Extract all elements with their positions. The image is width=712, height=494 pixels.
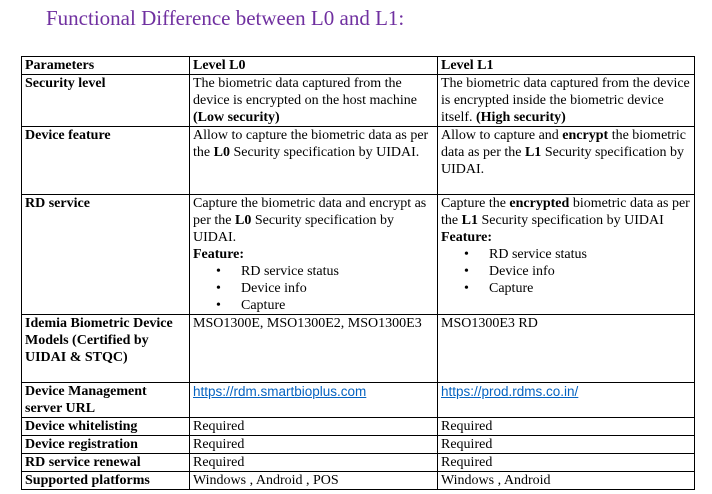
cell-text: Security specification by UIDAI. <box>441 145 684 177</box>
table-row-device-models <box>22 315 695 383</box>
cell-emphasis: L0 <box>213 145 230 160</box>
cell-l1 <box>438 75 695 127</box>
cell-emphasis: L1 <box>461 213 478 228</box>
cell-l0 <box>190 195 438 315</box>
row-label: RD service renewal <box>22 454 190 472</box>
row-label: Device whitelisting <box>22 418 190 436</box>
row-label: Supported platforms <box>22 472 190 490</box>
table-row-rd-service <box>22 195 695 315</box>
cell-l0 <box>190 383 438 418</box>
row-label: Device feature <box>22 127 190 195</box>
cell-text: Allow to capture and <box>441 128 563 143</box>
header-level-l1: Level L1 <box>438 57 695 75</box>
list-item: • Device info <box>193 280 434 297</box>
list-item: • Capture <box>441 280 691 297</box>
cell-emphasis: L0 <box>234 213 252 228</box>
row-label: RD service <box>22 195 190 315</box>
cell-l0: Required <box>190 436 438 454</box>
cell-text: The biometric data captured from the device is encrypted on the host machine <box>193 76 417 108</box>
table-row-dms-url <box>22 383 695 418</box>
table-row-platforms <box>22 472 695 490</box>
cell-text: The biometric data captured from the device is encrypted inside the biometric device itself. <box>441 76 690 125</box>
table-row-security <box>22 75 695 127</box>
feature-list <box>441 246 691 297</box>
cell-l1: MSO1300E3 RD <box>438 315 695 383</box>
feature-heading: Feature: <box>193 247 245 262</box>
feature-heading: Feature: <box>441 230 493 245</box>
cell-emphasis: encrypted <box>509 196 570 211</box>
cell-l1 <box>438 383 695 418</box>
cell-l0 <box>190 75 438 127</box>
cell-l1 <box>438 127 695 195</box>
row-label: Device Management server URL <box>22 383 190 418</box>
cell-text: the biometric data as per the <box>441 128 686 160</box>
list-item: • RD service status <box>193 263 434 280</box>
cell-text: Capture the biometric data and encrypt as per the <box>193 196 427 228</box>
cell-l0: MSO1300E, MSO1300E2, MSO1300E3 <box>190 315 438 383</box>
cell-text: Security specification by UIDAI. <box>193 213 395 245</box>
cell-l1 <box>438 195 695 315</box>
cell-text: Allow to capture the biometric data as per the <box>193 128 429 160</box>
cell-l0: Required <box>190 454 438 472</box>
dms-link-l1[interactable]: https://prod.rdms.co.in/ <box>441 384 579 399</box>
row-label: Idemia Biometric Device Models (Certified by UIDAI & STQC) <box>22 315 190 383</box>
cell-l1: Windows , Android <box>438 472 695 490</box>
cell-emphasis: L1 <box>524 145 542 160</box>
cell-l0: Required <box>190 418 438 436</box>
cell-text: Security specification by UIDAI. <box>229 145 420 160</box>
list-item: • RD service status <box>441 246 691 263</box>
cell-l0 <box>190 127 438 195</box>
cell-paragraph <box>193 195 434 246</box>
row-label: Security level <box>22 75 190 127</box>
cell-l1: Required <box>438 436 695 454</box>
cell-text: Capture the <box>441 196 510 211</box>
list-item: • Capture <box>193 297 434 314</box>
page-title: Functional Difference between L0 and L1: <box>46 6 405 30</box>
table-row-device-feature <box>22 127 695 195</box>
cell-l1: Required <box>438 418 695 436</box>
cell-l0: Windows , Android , POS <box>190 472 438 490</box>
cell-l1: Required <box>438 454 695 472</box>
comparison-table <box>21 56 695 490</box>
header-parameters: Parameters <box>22 57 190 75</box>
list-item: • Device info <box>441 263 691 280</box>
security-rating: (High security) <box>476 110 566 125</box>
cell-text: Security specification by UIDAI <box>477 213 664 228</box>
cell-emphasis: encrypt <box>562 128 609 143</box>
row-label: Device registration <box>22 436 190 454</box>
cell-text: biometric data as per the <box>441 196 690 228</box>
table-row-registration <box>22 436 695 454</box>
table-row-whitelisting <box>22 418 695 436</box>
table-row-rd-renewal <box>22 454 695 472</box>
cell-paragraph <box>441 195 691 229</box>
security-rating: (Low security) <box>193 110 280 125</box>
table-header-row <box>22 57 695 75</box>
header-level-l0: Level L0 <box>190 57 438 75</box>
feature-list <box>193 263 434 314</box>
dms-link-l0[interactable]: https://rdm.smartbioplus.com <box>193 384 367 399</box>
